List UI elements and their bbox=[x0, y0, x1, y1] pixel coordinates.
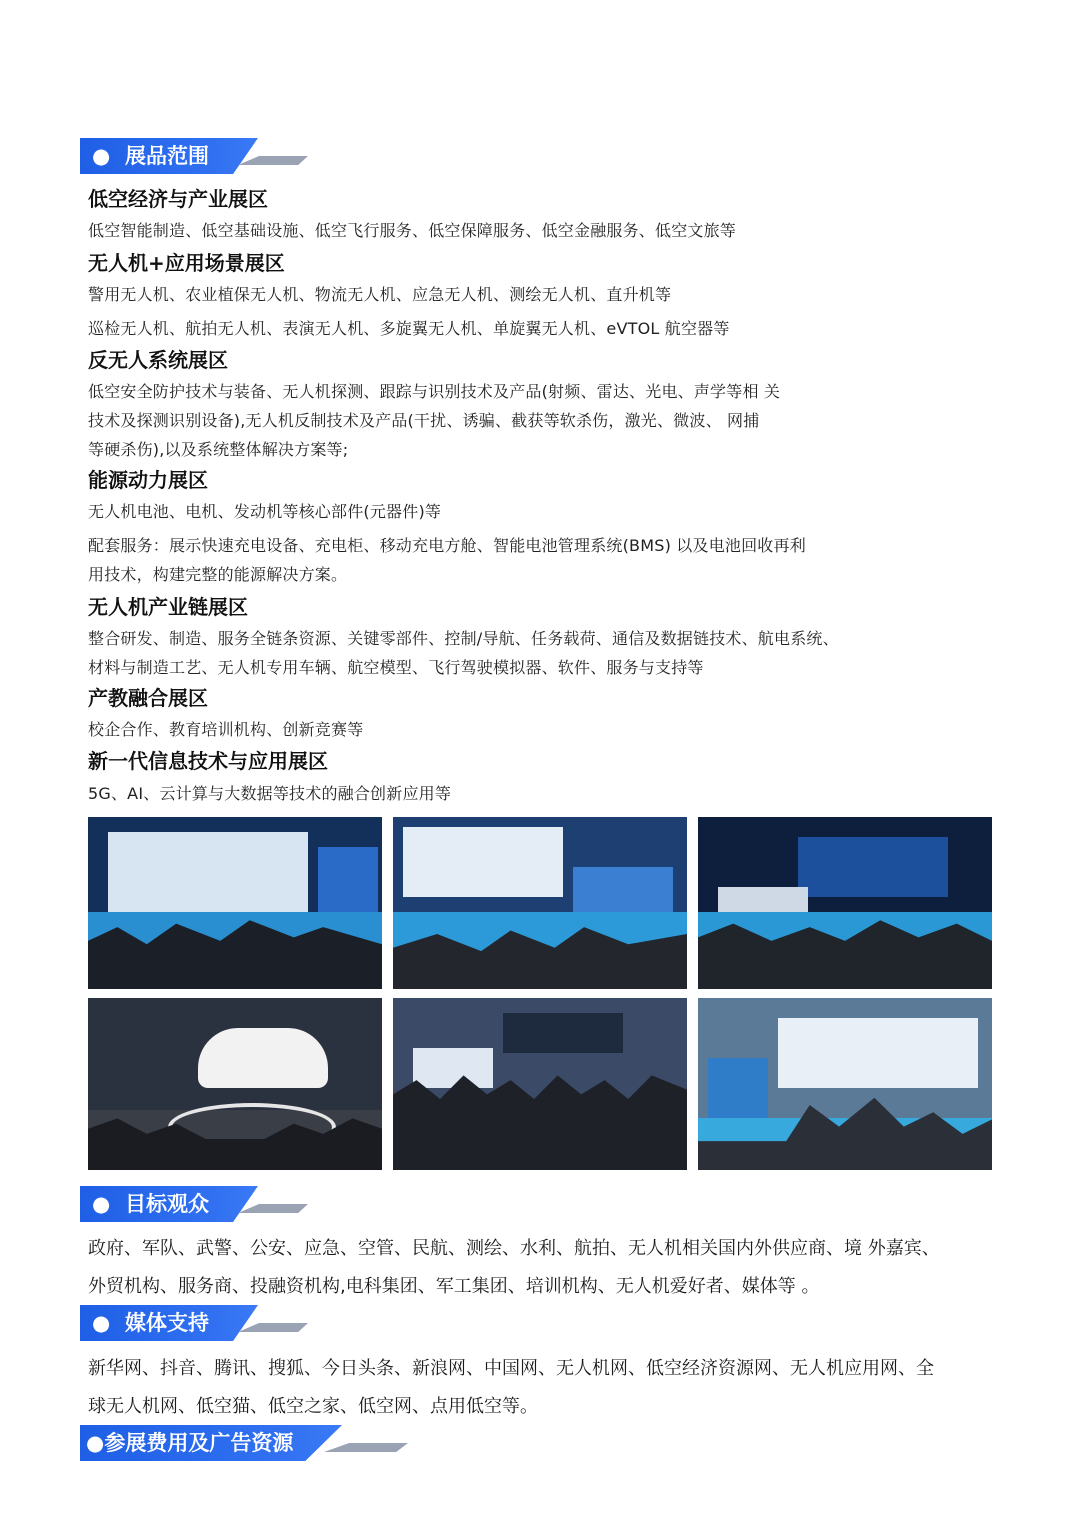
zone-heading: 无人机产业链展区 bbox=[88, 595, 248, 619]
exhibition-photo bbox=[393, 998, 687, 1170]
zone-heading: 反无人系统展区 bbox=[88, 348, 228, 372]
zone-text: 技术及探测识别设备),无人机反制技术及产品(干扰、诱骗、截获等软杀伤，激光、微波、 网捕 bbox=[88, 411, 760, 430]
exhibition-photo bbox=[698, 817, 992, 989]
section-title: 展品范围 bbox=[124, 144, 209, 168]
zone-text: 低空安全防护技术与装备、无人机探测、跟踪与识别技术及产品(射频、雷达、光电、声学等相 关 bbox=[88, 382, 781, 401]
zone-text: 无人机电池、电机、发动机等核心部件(元器件)等 bbox=[88, 502, 442, 521]
exhibition-photo bbox=[393, 817, 687, 989]
bullet-dot: ● bbox=[92, 1311, 111, 1335]
media-text: 球无人机网、低空猫、低空之家、低空网、点用低空等。 bbox=[88, 1396, 538, 1417]
zone-text: 低空智能制造、低空基础设施、低空飞行服务、低空保障服务、低空金融服务、低空文旅等 bbox=[88, 221, 737, 240]
zone-text: 校企合作、教育培训机构、创新竞赛等 bbox=[88, 720, 364, 739]
section-title: 媒体支持 bbox=[124, 1311, 209, 1335]
bullet-dot: ● bbox=[92, 1192, 111, 1216]
exhibition-photo bbox=[88, 817, 382, 989]
zone-text: 材料与制造工艺、无人机专用车辆、航空模型、飞行驾驶模拟器、软件、服务与支持等 bbox=[88, 658, 704, 677]
zone-heading: 低空经济与产业展区 bbox=[88, 187, 268, 211]
exhibition-photo bbox=[88, 998, 382, 1170]
exhibition-photo bbox=[698, 998, 992, 1170]
media-text: 新华网、抖音、腾讯、搜狐、今日头条、新浪网、中国网、无人机网、低空经济资源网、无人机应用网、全 bbox=[88, 1358, 934, 1379]
zone-text: 5G、AI、云计算与大数据等技术的融合创新应用等 bbox=[88, 784, 452, 803]
zone-heading: 能源动力展区 bbox=[88, 468, 208, 492]
zone-heading: 无人机+应用场景展区 bbox=[88, 251, 285, 275]
bullet-dot: ● bbox=[92, 144, 111, 168]
audience-text: 外贸机构、服务商、投融资机构,电科集团、军工集团、培训机构、无人机爱好者、媒体等 。 bbox=[88, 1276, 820, 1297]
zone-text: 等硬杀伤),以及系统整体解决方案等; bbox=[88, 440, 349, 459]
zone-heading: 新一代信息技术与应用展区 bbox=[88, 749, 328, 773]
zone-text: 巡检无人机、航拍无人机、表演无人机、多旋翼无人机、单旋翼无人机、eVTOL 航空器等 bbox=[88, 319, 730, 338]
zone-heading: 产教融合展区 bbox=[88, 686, 208, 710]
audience-text: 政府、军队、武警、公安、应急、空管、民航、测绘、水利、航拍、无人机相关国内外供应商、境 外嘉宾、 bbox=[88, 1238, 940, 1259]
section-title: 目标观众 bbox=[124, 1192, 209, 1216]
zone-text: 整合研发、制造、服务全链条资源、关键零部件、控制/导航、任务载荷、通信及数据链技术、航电系统、 bbox=[88, 629, 839, 648]
section-title: ●参展费用及广告资源 bbox=[86, 1431, 294, 1455]
zone-text: 警用无人机、农业植保无人机、物流无人机、应急无人机、测绘无人机、直升机等 bbox=[88, 285, 672, 304]
zone-text: 用技术，构建完整的能源解决方案。 bbox=[88, 565, 348, 584]
zone-text: 配套服务：展示快速充电设备、充电柜、移动充电方舱、智能电池管理系统(BMS) 以及电池回收再利 bbox=[88, 536, 806, 555]
